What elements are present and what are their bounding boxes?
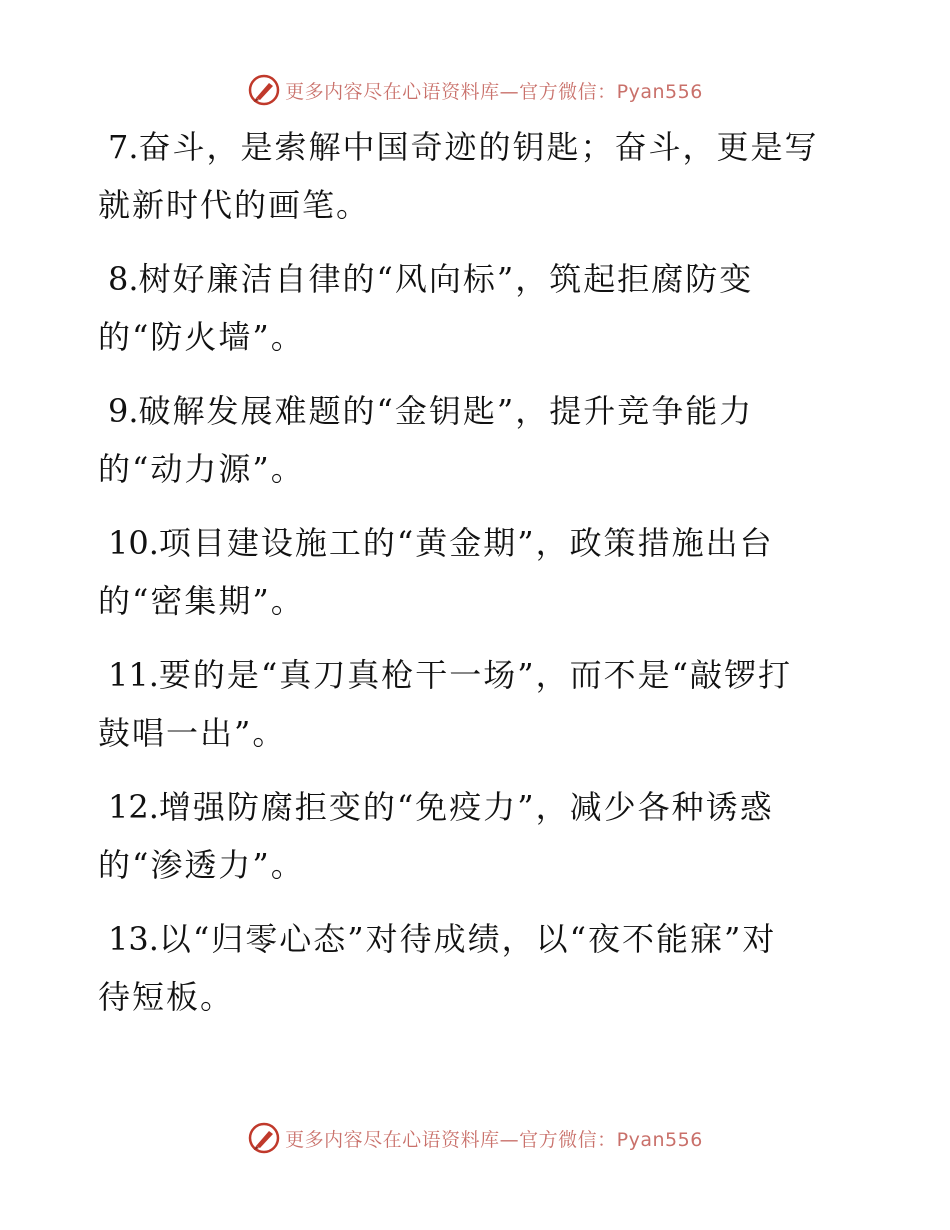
item-text-line1: 破解发展难题的“金钥匙”，提升竞争能力 [138, 392, 754, 430]
item-text-line1: 增强防腐拒变的“免疫力”，减少各种诱惑 [158, 788, 774, 826]
item-number: 11. [108, 656, 159, 694]
list-item [98, 646, 858, 762]
header-banner [0, 70, 950, 110]
list-item [98, 250, 858, 366]
list-item [98, 910, 858, 1026]
item-number: 9. [108, 392, 139, 430]
item-text-line2: 待短板。 [98, 978, 235, 1016]
item-text-line2: 就新时代的画笔。 [98, 186, 371, 224]
item-number: 7. [108, 128, 139, 166]
item-text-line1: 项目建设施工的“黄金期”，政策措施出台 [158, 524, 774, 562]
pen-logo-icon [247, 1121, 281, 1155]
list-item [98, 778, 858, 894]
item-text-line2: 的“防火墙”。 [98, 318, 305, 356]
item-text-line1: 奋斗，是索解中国奇迹的钥匙；奋斗，更是写 [138, 128, 819, 166]
item-text-line2: 的“密集期”。 [98, 582, 305, 620]
footer-banner-text: 更多内容尽在心语资料库—官方微信：Pyan556 [285, 1128, 703, 1151]
item-text-line1: 以“归零心态”对待成绩，以“夜不能寐”对 [158, 920, 777, 958]
list-item [98, 118, 858, 234]
item-text-line1: 要的是“真刀真枪干一场”，而不是“敲锣打 [158, 656, 792, 694]
pen-logo-icon [247, 73, 281, 107]
item-text-line2: 的“渗透力”。 [98, 846, 305, 884]
item-text-line1: 树好廉洁自律的“风向标”，筑起拒腐防变 [138, 260, 754, 298]
footer-banner [0, 1118, 950, 1158]
item-number: 10. [108, 524, 159, 562]
list-item [98, 514, 858, 630]
item-text-line2: 鼓唱一出”。 [98, 714, 287, 752]
list-item [98, 382, 858, 498]
item-number: 8. [108, 260, 139, 298]
header-banner-text: 更多内容尽在心语资料库—官方微信：Pyan556 [285, 80, 703, 103]
item-number: 13. [108, 920, 159, 958]
item-number: 12. [108, 788, 159, 826]
document-body [98, 118, 858, 1042]
item-text-line2: 的“动力源”。 [98, 450, 305, 488]
